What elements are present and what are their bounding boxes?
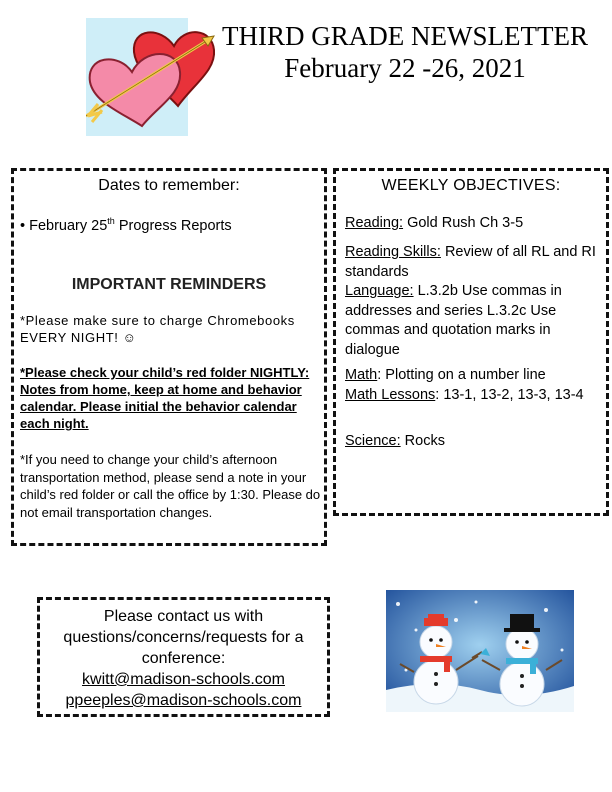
date-item-text: February 25: [29, 217, 108, 234]
reading-text: Gold Rush Ch 3-5: [403, 215, 524, 231]
reading-label: Reading:: [345, 215, 404, 231]
science-text: Rocks: [400, 433, 445, 449]
skills-objective: [345, 243, 607, 360]
science-label: Science:: [345, 433, 401, 449]
snowmen-clipart: [386, 590, 574, 712]
math-text: : Plotting on a number line: [377, 367, 546, 383]
objectives-heading: WEEKLY OBJECTIVES:: [381, 177, 561, 194]
reminders-heading: IMPORTANT REMINDERS: [71, 276, 267, 293]
bullet-symbol: •: [20, 217, 26, 234]
red-folder-reminder: *Please check your child’s red folder NIGHTLY: Notes from home, keep at home and behavior calendar. Please initial the behavior calendar each night.: [20, 365, 310, 431]
newsletter-title: [205, 20, 605, 84]
language-label: Language:: [345, 283, 414, 299]
transportation-reminder: *If you need to change your child’s afternoon transportation method, please send a note in your child’s red folder or call the office by 1:30. Please do not email transportation changes.: [20, 452, 321, 520]
science-objective: [345, 432, 607, 452]
chromebook-reminder: *Please make sure to charge Chromebooks EVERY NIGHT! ☺: [20, 313, 295, 345]
contact-section: [37, 606, 330, 711]
math-label: Math: [345, 367, 378, 383]
date-range: February 22 -26, 2021: [284, 53, 526, 83]
date-item-ordinal: th: [107, 216, 115, 226]
email-link-ppeeples[interactable]: ppeeples@madison-schools.com: [65, 692, 302, 709]
math-lessons-label: Math Lessons: [345, 386, 436, 403]
date-item-event: Progress Reports: [114, 217, 232, 234]
reading-skills-label: Reading Skills:: [345, 244, 441, 260]
language-text: L.3.2b Use commas in addresses and series L.3.2c Use commas and quotation marks in dialogue: [345, 283, 562, 358]
dates-heading: Dates to remember:: [98, 177, 240, 194]
email-link-kwitt[interactable]: kwitt@madison-schools.com: [82, 671, 285, 688]
reading-skills-text: Review of all RL and RI standards: [345, 244, 596, 280]
date-item: [20, 216, 232, 234]
contact-message: Please contact us with questions/concerns/requests for a conference:: [63, 608, 304, 667]
math-objective: [345, 366, 607, 405]
math-lessons-text: : 13-1, 13-2, 13-3, 13-4: [435, 386, 584, 403]
title-line: THIRD GRADE NEWSLETTER: [222, 21, 588, 51]
reading-objective: [345, 214, 607, 234]
hearts-arrow-clipart: [86, 18, 218, 136]
